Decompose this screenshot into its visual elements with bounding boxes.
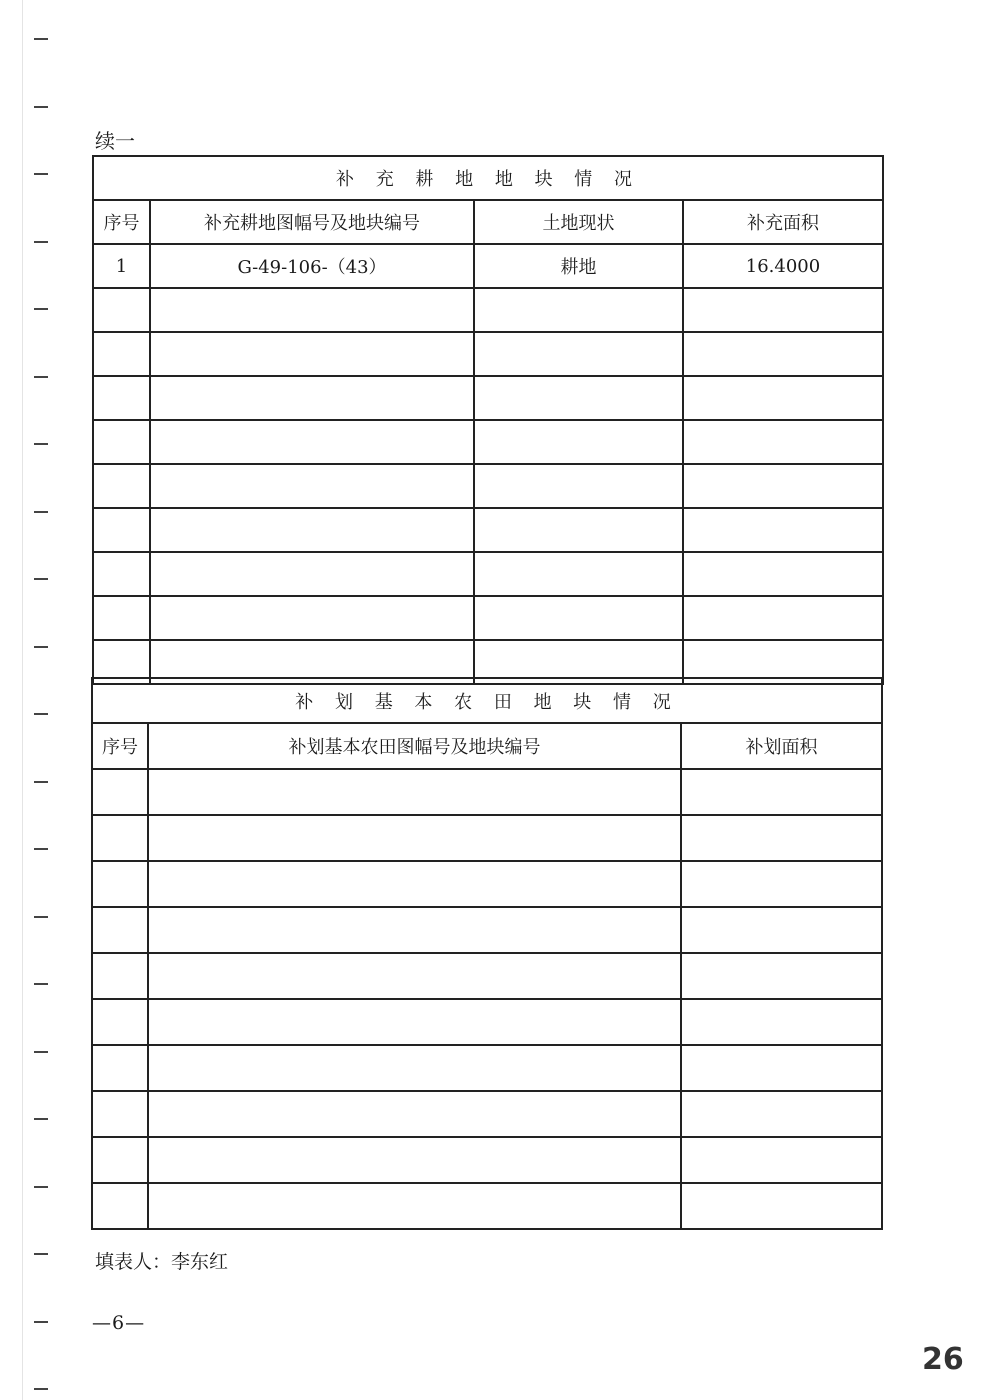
cell-area (681, 861, 882, 907)
binding-margin (0, 0, 60, 1400)
continuation-label: 续一 (95, 129, 135, 153)
cell-area (681, 1045, 882, 1091)
column-header-land-status: 土地现状 (474, 200, 683, 244)
cell-seq (92, 1045, 148, 1091)
cell-land-status: 耕地 (474, 244, 683, 288)
cell-map-no: G-49-106-（43） (150, 244, 474, 288)
column-header-map-number: 补划基本农田图幅号及地块编号 (148, 723, 681, 769)
cell-seq (93, 464, 150, 508)
cell-seq (93, 288, 150, 332)
cell-land-status (474, 552, 683, 596)
cell-map-no (148, 907, 681, 953)
cell-seq (92, 1091, 148, 1137)
cell-map-no (148, 1137, 681, 1183)
cell-map-no (148, 1091, 681, 1137)
cell-seq (92, 1183, 148, 1229)
cell-area: 16.4000 (683, 244, 883, 288)
table-row (93, 332, 883, 376)
cell-seq (92, 769, 148, 815)
cell-seq (92, 999, 148, 1045)
table-row (93, 288, 883, 332)
cell-land-status (474, 508, 683, 552)
table-row (92, 999, 882, 1045)
cell-map-no (148, 1183, 681, 1229)
table-row (92, 953, 882, 999)
cell-map-no (148, 815, 681, 861)
form-filler-label: 填表人： (95, 1251, 172, 1273)
table-row (93, 552, 883, 596)
table-row (92, 1045, 882, 1091)
binding-tick (34, 713, 48, 715)
cell-seq (93, 420, 150, 464)
cell-map-no (150, 508, 474, 552)
table-row (93, 508, 883, 552)
form-filler (95, 1247, 228, 1274)
binding-tick (34, 443, 48, 445)
form-filler-name: 李东红 (171, 1251, 229, 1273)
cell-land-status (474, 288, 683, 332)
cell-map-no (150, 596, 474, 640)
binding-edge-line (22, 0, 23, 1400)
cell-area (681, 815, 882, 861)
table-row (92, 769, 882, 815)
cell-map-no (150, 552, 474, 596)
binding-tick (34, 1118, 48, 1120)
cell-land-status (474, 464, 683, 508)
binding-tick (34, 781, 48, 783)
cell-area (681, 907, 882, 953)
binding-tick (34, 1186, 48, 1188)
cell-seq (92, 953, 148, 999)
cell-area (681, 1091, 882, 1137)
binding-tick (34, 1388, 48, 1390)
cell-area (683, 508, 883, 552)
cell-seq (93, 552, 150, 596)
column-header-area: 补充面积 (683, 200, 883, 244)
scan-stamp-number: 26 (922, 1342, 964, 1377)
binding-tick (34, 106, 48, 108)
table-row (92, 1183, 882, 1229)
column-header-map-number: 补充耕地图幅号及地块编号 (150, 200, 474, 244)
binding-tick (34, 38, 48, 40)
cell-area (683, 420, 883, 464)
cell-map-no (148, 953, 681, 999)
table-row (93, 596, 883, 640)
cell-seq (93, 596, 150, 640)
table-row (92, 861, 882, 907)
cell-area (683, 552, 883, 596)
cell-map-no (148, 861, 681, 907)
binding-tick (34, 511, 48, 513)
cell-map-no (150, 420, 474, 464)
cell-seq (93, 332, 150, 376)
column-header-area: 补划面积 (681, 723, 882, 769)
binding-tick (34, 1051, 48, 1053)
table-row (93, 464, 883, 508)
table-row (93, 420, 883, 464)
column-header-seq: 序号 (92, 723, 148, 769)
cell-map-no (150, 376, 474, 420)
cell-area (681, 1137, 882, 1183)
cell-map-no (150, 332, 474, 376)
binding-tick (34, 376, 48, 378)
table-row (92, 907, 882, 953)
cell-seq: 1 (93, 244, 150, 288)
binding-tick (34, 646, 48, 648)
cell-area (681, 999, 882, 1045)
cell-area (681, 953, 882, 999)
table-title: 补 充 耕 地 地 块 情 况 (93, 156, 883, 200)
table-row (92, 1091, 882, 1137)
cell-map-no (150, 464, 474, 508)
binding-tick (34, 308, 48, 310)
cell-area (683, 596, 883, 640)
cell-land-status (474, 420, 683, 464)
cell-land-status (474, 332, 683, 376)
binding-tick (34, 1253, 48, 1255)
cell-seq (93, 508, 150, 552)
binding-tick (34, 916, 48, 918)
cell-map-no (150, 288, 474, 332)
binding-tick (34, 1321, 48, 1323)
cell-seq (93, 376, 150, 420)
cell-area (683, 464, 883, 508)
cell-area (681, 1183, 882, 1229)
binding-tick (34, 241, 48, 243)
cell-seq (92, 861, 148, 907)
cell-area (683, 288, 883, 332)
table-row (93, 376, 883, 420)
binding-tick (34, 578, 48, 580)
table-row (92, 815, 882, 861)
cell-seq (92, 1137, 148, 1183)
supplementary-farmland-table (92, 155, 884, 685)
table-row (92, 1137, 882, 1183)
cell-map-no (148, 999, 681, 1045)
table-row (93, 244, 883, 288)
cell-seq (92, 815, 148, 861)
table-title: 补 划 基 本 农 田 地 块 情 况 (92, 678, 882, 723)
binding-tick (34, 983, 48, 985)
page-number: —6— (92, 1312, 146, 1334)
cell-seq (92, 907, 148, 953)
cell-area (683, 332, 883, 376)
cell-map-no (148, 1045, 681, 1091)
supplementary-basic-farmland-table (91, 677, 883, 1230)
column-header-seq: 序号 (93, 200, 150, 244)
cell-land-status (474, 376, 683, 420)
binding-tick (34, 173, 48, 175)
cell-area (683, 376, 883, 420)
cell-land-status (474, 596, 683, 640)
binding-tick (34, 848, 48, 850)
cell-area (681, 769, 882, 815)
cell-map-no (148, 769, 681, 815)
